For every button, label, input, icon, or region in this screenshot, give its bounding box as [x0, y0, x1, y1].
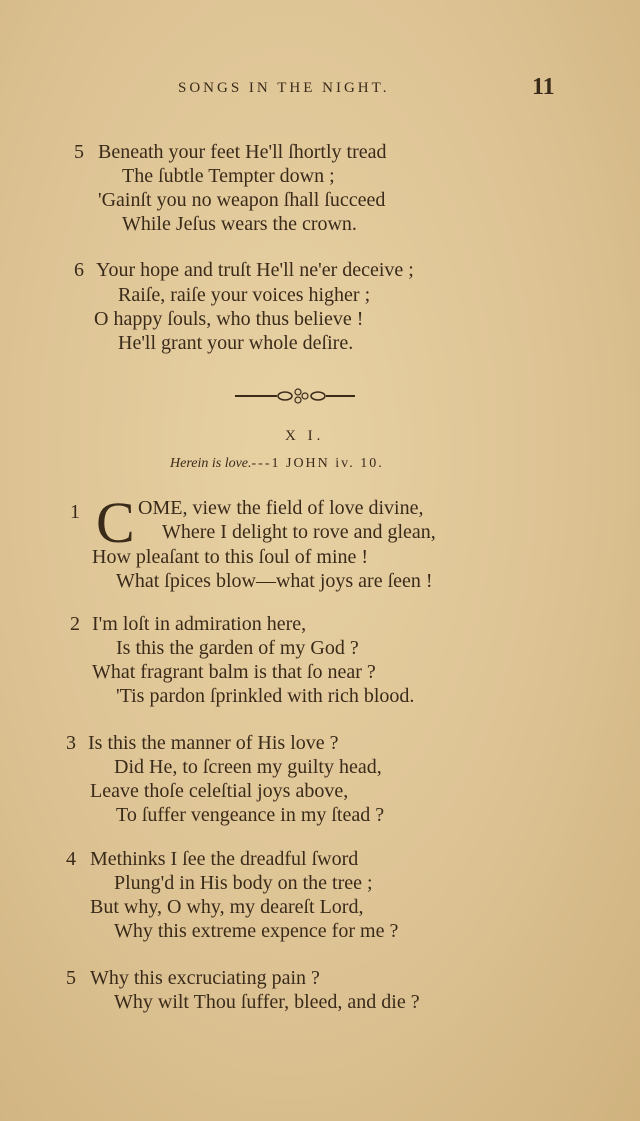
drop-cap: C	[96, 490, 135, 555]
verse-line: Why this excruciating pain ?	[90, 967, 320, 989]
verse-line: Leave thoſe celeſtial joys above,	[90, 780, 349, 802]
verse-line: What ſpices blow—what joys are ſeen !	[116, 570, 433, 592]
verse-line: Why wilt Thou ſuffer, bleed, and die ?	[114, 991, 420, 1013]
verse-line: Your hope and truſt He'll ne'er deceive ;	[96, 259, 414, 281]
verse-line: He'll grant your whole deſire.	[118, 332, 354, 354]
page-number: 11	[532, 74, 555, 100]
verse-line: How pleaſant to this ſoul of mine !	[92, 546, 369, 568]
epigraph-text: Herein is love.	[170, 456, 252, 471]
verse-line: I'm loſt in admiration here,	[92, 613, 307, 635]
verse-line: Did He, to ſcreen my guilty head,	[114, 756, 382, 778]
stanza-number: 6	[74, 259, 84, 281]
verse-line: What fragrant balm is that ſo near ?	[92, 661, 376, 683]
ornament-divider	[235, 386, 355, 406]
verse-line: Methinks I ſee the dreadful ſword	[90, 848, 359, 870]
stanza-number: 5	[74, 141, 84, 163]
epigraph-reference: ---1 JOHN iv. 10.	[251, 456, 384, 471]
stanza-number: 1	[70, 501, 80, 523]
stanza-number: 5	[66, 967, 76, 989]
hymn-number: X I.	[285, 428, 325, 444]
verse-line: Plung'd in His body on the tree ;	[114, 872, 373, 894]
verse-line: The ſubtle Tempter down ;	[122, 165, 335, 187]
verse-line: 'Tis pardon ſprinkled with rich blood.	[116, 685, 415, 707]
running-head: SONGS IN THE NIGHT.	[178, 80, 390, 96]
verse-line: O happy ſouls, who thus believe !	[94, 308, 364, 330]
verse-line: Beneath your feet He'll ſhortly tread	[98, 141, 387, 163]
stanza-number: 2	[70, 613, 80, 635]
verse-line: Raiſe, raiſe your voices higher ;	[118, 284, 371, 306]
verse-line: But why, O why, my deareſt Lord,	[90, 896, 364, 918]
verse-line: To ſuffer vengeance in my ſtead ?	[116, 804, 385, 826]
stanza-number: 3	[66, 732, 76, 754]
verse-line: OME, view the field of love divine,	[138, 497, 424, 519]
verse-line: Where I delight to rove and glean,	[162, 521, 436, 543]
verse-line: 'Gainſt you no weapon ſhall ſucceed	[98, 189, 386, 211]
verse-line: While Jeſus wears the crown.	[122, 213, 357, 235]
verse-line: Why this extreme expence for me ?	[114, 920, 399, 942]
verse-line: Is this the garden of my God ?	[116, 637, 359, 659]
verse-line: Is this the manner of His love ?	[88, 732, 339, 754]
stanza-number: 4	[66, 848, 76, 870]
epigraph	[170, 456, 384, 472]
